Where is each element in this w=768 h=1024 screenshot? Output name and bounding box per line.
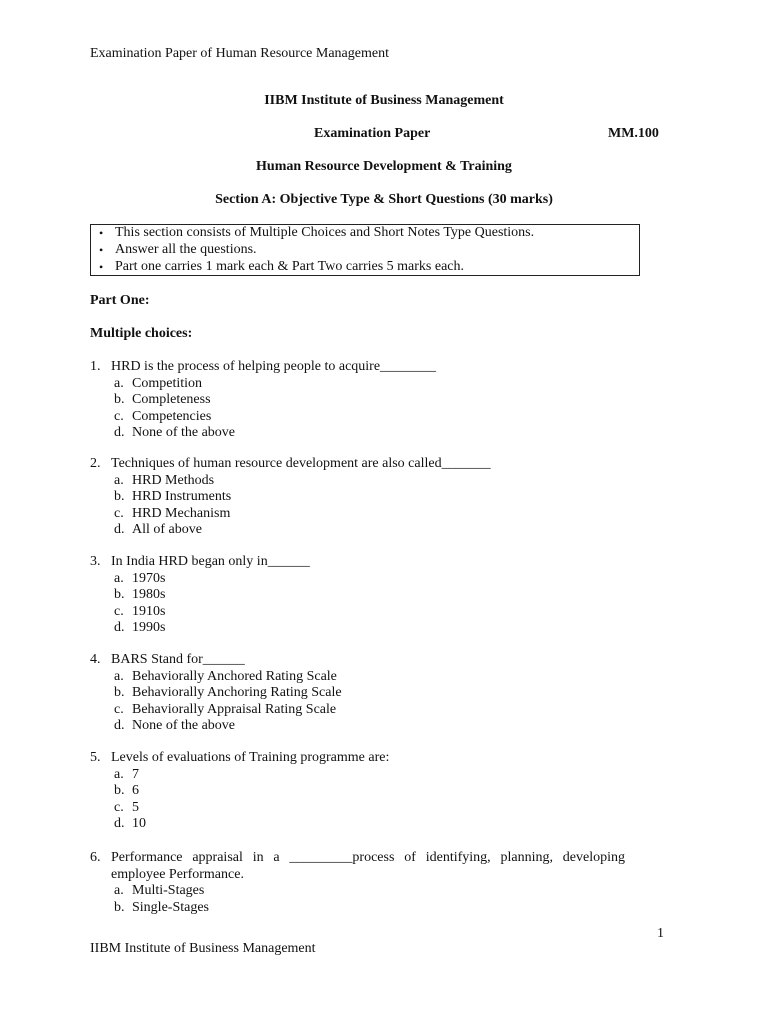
option-text: Behaviorally Anchoring Rating Scale: [132, 685, 342, 700]
option-letter: a.: [114, 883, 124, 898]
option-letter: d.: [114, 425, 125, 440]
instructions-list: [99, 225, 639, 276]
option-item: [90, 800, 650, 817]
question-number: 6.: [90, 850, 101, 865]
running-header: Examination Paper of Human Resource Management: [90, 46, 389, 61]
bullet-icon: •: [99, 226, 104, 240]
question-text: HRD is the process of helping people to acquire________: [111, 359, 437, 374]
option-item: [90, 767, 650, 784]
option-text: HRD Mechanism: [132, 505, 231, 521]
option-item: [90, 392, 650, 409]
option-text: Completeness: [132, 392, 211, 407]
question-number: 3.: [90, 554, 101, 569]
option-item: [90, 783, 650, 800]
option-list: [90, 473, 650, 539]
question-5: [90, 750, 650, 833]
option-item: [90, 409, 650, 426]
option-letter: d.: [114, 718, 125, 733]
option-item: [90, 506, 650, 523]
section-title: Section A: Objective Type & Short Questions (30 marks): [215, 192, 553, 207]
option-letter: a.: [114, 472, 124, 488]
option-letter: c.: [114, 603, 124, 619]
question-stem: [90, 456, 650, 473]
option-list: [90, 767, 650, 833]
option-item: [90, 883, 650, 900]
option-letter: b.: [114, 685, 125, 700]
instruction-text: This section consists of Multiple Choices and Short Notes Type Questions.: [115, 225, 535, 240]
part-heading: Part One:: [90, 293, 150, 308]
option-letter: a.: [114, 766, 124, 782]
option-text: Multi-Stages: [132, 883, 205, 898]
option-letter: b.: [114, 783, 125, 798]
question-2: [90, 456, 650, 539]
option-list: [90, 571, 650, 637]
bullet-icon: •: [99, 260, 104, 274]
institute-title: IIBM Institute of Business Management: [264, 93, 504, 108]
subject-title: Human Resource Development & Training: [256, 159, 512, 174]
question-6: [90, 850, 650, 916]
instructions-box: [90, 224, 640, 276]
option-item: [90, 900, 650, 917]
option-text: All of above: [132, 522, 202, 537]
option-letter: b.: [114, 899, 125, 915]
option-item: [90, 620, 650, 637]
option-text: Competition: [132, 375, 202, 391]
option-item: [90, 604, 650, 621]
option-item: [90, 718, 650, 735]
option-item: [90, 571, 650, 588]
option-letter: d.: [114, 522, 125, 537]
option-letter: d.: [114, 816, 125, 831]
option-text: 6: [132, 783, 139, 798]
option-text: Behaviorally Anchored Rating Scale: [132, 668, 337, 684]
question-stem: [90, 652, 650, 669]
question-text: BARS Stand for______: [111, 652, 245, 667]
page-number: 1: [657, 926, 664, 941]
option-letter: c.: [114, 505, 124, 521]
option-text: HRD Methods: [132, 472, 215, 488]
question-number: 2.: [90, 456, 101, 471]
question-stem: [90, 750, 650, 767]
option-letter: b.: [114, 489, 125, 504]
option-letter: c.: [114, 799, 124, 815]
exam-paper-title: Examination Paper: [314, 126, 431, 141]
question-text: Levels of evaluations of Training programme are:: [111, 750, 390, 765]
instruction-item: [99, 225, 639, 242]
option-item: [90, 376, 650, 393]
option-text: 1910s: [132, 603, 166, 619]
question-3: [90, 554, 650, 637]
bullet-icon: •: [99, 243, 104, 257]
option-text: 5: [132, 799, 139, 815]
question-4: [90, 652, 650, 735]
option-text: 1990s: [132, 620, 166, 635]
option-letter: a.: [114, 668, 124, 684]
question-1: [90, 359, 650, 442]
option-text: 7: [132, 766, 139, 782]
footer-institute: IIBM Institute of Business Management: [90, 941, 316, 956]
option-text: Single-Stages: [132, 899, 209, 915]
option-list: [90, 376, 650, 442]
instruction-item: [99, 259, 639, 276]
option-text: None of the above: [132, 718, 236, 733]
question-number: 1.: [90, 359, 101, 374]
option-item: [90, 669, 650, 686]
instruction-text: Answer all the questions.: [115, 242, 257, 257]
question-text: In India HRD began only in______: [111, 554, 310, 569]
question-text: Techniques of human resource development are also called_______: [111, 456, 491, 471]
option-letter: c.: [114, 408, 124, 424]
option-item: [90, 702, 650, 719]
option-letter: b.: [114, 392, 125, 407]
question-stem: [90, 850, 650, 883]
question-number: 5.: [90, 750, 101, 765]
option-list: [90, 883, 650, 916]
option-letter: a.: [114, 375, 124, 391]
instruction-item: [99, 242, 639, 259]
question-stem: [90, 359, 650, 376]
option-item: [90, 489, 650, 506]
option-item: [90, 685, 650, 702]
instruction-text: Part one carries 1 mark each & Part Two carries 5 marks each.: [115, 259, 465, 274]
question-stem: [90, 554, 650, 571]
option-text: Competencies: [132, 408, 212, 424]
option-item: [90, 587, 650, 604]
option-letter: a.: [114, 570, 124, 586]
option-text: None of the above: [132, 425, 236, 440]
option-item: [90, 522, 650, 539]
option-text: 10: [132, 816, 146, 831]
option-item: [90, 816, 650, 833]
option-text: HRD Instruments: [132, 489, 232, 504]
option-text: 1970s: [132, 570, 166, 586]
option-letter: c.: [114, 701, 124, 717]
option-text: Behaviorally Appraisal Rating Scale: [132, 701, 337, 717]
option-item: [90, 473, 650, 490]
option-text: 1980s: [132, 587, 166, 602]
option-letter: b.: [114, 587, 125, 602]
option-item: [90, 425, 650, 442]
option-list: [90, 669, 650, 735]
option-letter: d.: [114, 620, 125, 635]
max-marks: MM.100: [608, 126, 659, 141]
question-text-line-2: employee Performance.: [111, 866, 244, 882]
multiple-choice-heading: Multiple choices:: [90, 326, 193, 341]
question-text-line-1: Performance appraisal in a _________process of identifying, planning, developing: [111, 850, 625, 865]
question-number: 4.: [90, 652, 101, 667]
